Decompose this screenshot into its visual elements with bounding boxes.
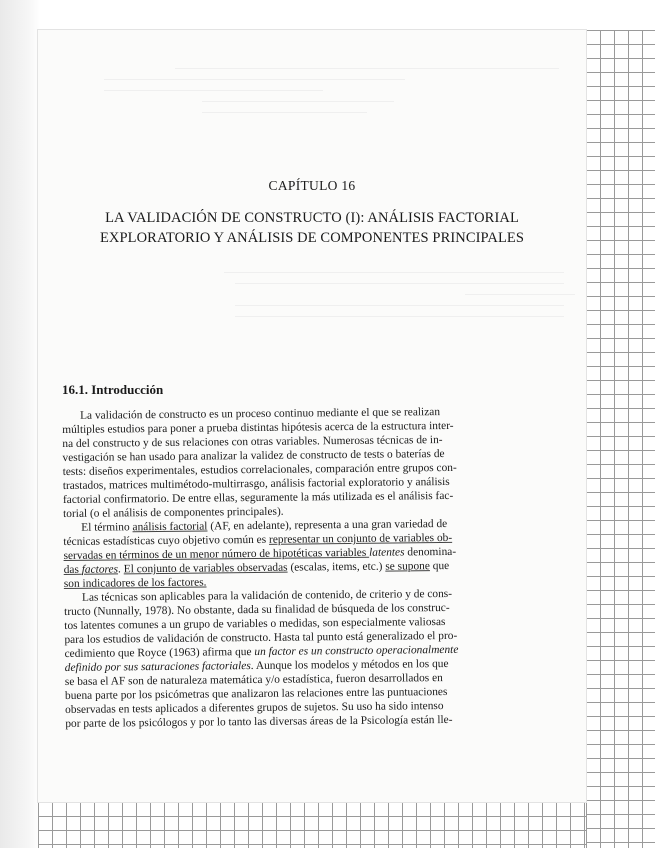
text-line: na del constructo y de sus relaciones con otras variables. Numerosas técnicas de in- — [62, 434, 443, 450]
grid-paper-bottom — [38, 802, 586, 848]
text-line: por parte de los psicólogos y por lo tanto las diversas áreas de la Psicología están lle- — [65, 713, 453, 730]
chapter-title-line-2: EXPLORATORIO Y ANÁLISIS DE COMPONENTES PRINCIPALES — [99, 230, 525, 246]
text-line: das factores. El conjunto de variables observadas (escalas, items, etc.) se supone que — [63, 559, 450, 576]
text-line: técnicas estadísticas cuyo objetivo común es representar un conjunto de variables ob- — [63, 531, 453, 548]
text-line: para los estudios de validación de constructo. Hasta tal punto está generalizado el pro- — [64, 629, 458, 646]
text-line: factorial confirmatorio. De entre ellas, seguramente la más utilizada es el análisis fac- — [62, 489, 454, 506]
grid-paper-right — [586, 30, 655, 848]
text-line: Las técnicas son aplicables para la validación de contenido, de criterio y de cons- — [81, 587, 453, 604]
chapter-title-line-1: LA VALIDACIÓN DE CONSTRUCTO (I): ANÁLISIS FACTORIAL — [105, 210, 519, 226]
text-line: torial (o el análisis de componentes principales). — [63, 505, 284, 520]
body-text — [62, 404, 565, 731]
text-line: se basa el AF son de naturaleza matemática y/o estadística, fueron desarrollados en — [64, 672, 443, 688]
text-line: buena parte por los psicómetras que analizaron las relaciones entre las puntuaciones — [64, 685, 448, 702]
text-line: servadas en términos de un menor número de hipotéticas variables latentes denomina- — [63, 545, 457, 562]
text-line: vestigación se han usado para analizar la validez de constructo de tests o baterías de — [62, 447, 445, 464]
text-line: tructo (Nunnally, 1978). No obstante, dada su finalidad de búsqueda de los construc- — [64, 601, 450, 618]
text-line: tos latentes comunes a un grupo de variables o medidas, son especialmente valiosas — [64, 615, 446, 632]
bleed-through-top — [38, 58, 586, 123]
scan-shadow — [0, 0, 40, 848]
text-line: trastados, matrices multimétodo-multirrasgo, análisis factorial exploratorio y análisis — [62, 475, 450, 492]
text-line: observadas en tests aplicados a diferentes grupos de sujetos. Su uso ha sido intenso — [65, 700, 444, 716]
text-line: tests: diseños experimentales, estudios correlacionales, comparación entre grupos con- — [62, 461, 457, 478]
text-line: cedimiento que Royce (1963) afirma que un factor es un constructo operacionalmente — [64, 643, 459, 660]
text-line: La validación de constructo es un proceso continuo mediante el que se realizan — [80, 406, 441, 422]
text-line: son indicadores de los factores. — [63, 576, 207, 590]
text-line: definido por sus saturaciones factoriales. Aunque los modelos y métodos en los que — [64, 657, 449, 674]
text-line: El término análisis factorial (AF, en adelante), representa a una gran variedad de — [81, 517, 448, 534]
chapter-title — [38, 208, 586, 248]
section-heading: 16.1. Introducción — [62, 382, 164, 397]
bleed-through-middle — [38, 262, 586, 327]
text-line: múltiples estudios para poner a prueba distintas hipótesis acerca de la estructura inter- — [62, 419, 454, 436]
document-page — [38, 30, 586, 802]
chapter-label: CAPÍTULO 16 — [268, 178, 356, 193]
